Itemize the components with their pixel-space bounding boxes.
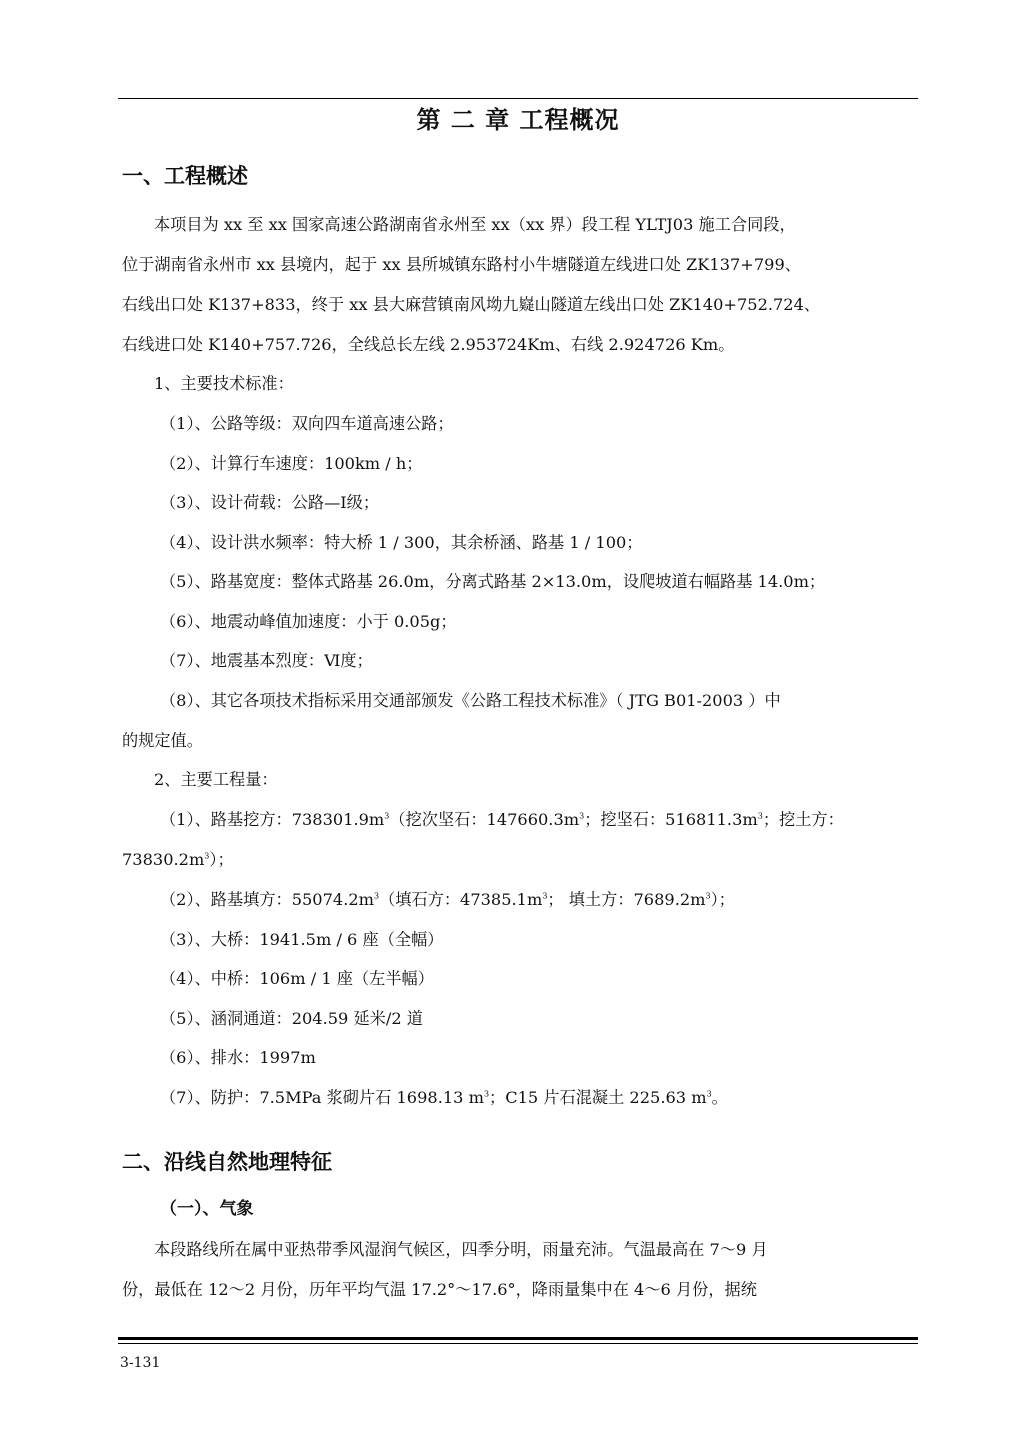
intro-line: 位于湖南省永州市 xx 县境内，起于 xx 县所城镇东路村小牛塘隧道左线进口处 ZK137+799、 [122, 255, 801, 274]
quantity-item-fill: （2）、路基填方：$55074.2m^3$（填石方：$47385.1m^3$； 填土方：$7689.2m^3$）； [160, 890, 735, 909]
standard-item: （1）、公路等级：双向四车道高速公路； [160, 414, 454, 433]
standard-item: （8）、其它各项技术指标采用交通部颁发《公路工程技术标准》（ JTG B01-2003 ）中 [160, 691, 781, 710]
standard-item: （5）、路基宽度：整体式路基 26.0m，分离式路基 2×13.0m，设爬坡道右幅路基 14.0m； [160, 572, 826, 591]
standard-item: （6）、地震动峰值加速度：小于 0.05g； [160, 612, 457, 631]
quantities-title: 2、主要工程量： [154, 770, 278, 789]
quantity-item-excavation: （1）、路基挖方：$738301.9m^3$（挖次坚石：$147660.3m^3$；挖坚石：$516811.3m^3$；挖土方： [160, 810, 844, 829]
climate-line: 份，最低在 12～2 月份，历年平均气温 17.2°～17.6°，降雨量集中在 4～6 月份，据统 [122, 1280, 757, 1299]
standards-title: 1、主要技术标准： [154, 374, 294, 393]
quantity-item-excavation-continuation: $73830.2m^3$）； [122, 850, 234, 869]
standard-item: （7）、地震基本烈度：Ⅵ度； [160, 651, 373, 670]
quantity-item-protection: （7）、防护：7.5MPa 浆砌片石 1698.13 $m^3$；C15 片石混凝土 225.63 $m^3$。 [160, 1088, 728, 1107]
quantity-item-large-bridge: （3）、大桥：1941.5m / 6 座（全幅） [160, 930, 444, 949]
standard-item-continuation: 的规定值。 [122, 731, 203, 750]
intro-line: 右线出口处 K137+833，终于 xx 县大麻营镇南风坳九嶷山隧道左线出口处 ZK140+752.724、 [122, 295, 821, 314]
standard-item: （4）、设计洪水频率：特大桥 1 / 300，其余桥涵、路基 1 / 100； [160, 533, 643, 552]
section-heading-overview: 一、工程概述 [122, 164, 248, 188]
quantity-item-medium-bridge: （4）、中桥：106m / 1 座（左半幅） [160, 969, 434, 988]
standard-item: （3）、设计荷载：公路—Ⅰ级； [160, 493, 380, 512]
header-rule [118, 98, 918, 99]
intro-line: 右线进口处 K140+757.726，全线总长左线 2.953724Km、右线 2.924726 Km。 [122, 335, 735, 354]
footer-rule-thick [118, 1337, 918, 1340]
section-heading-geography: 二、沿线自然地理特征 [122, 1150, 332, 1174]
intro-line: 本项目为 xx 至 xx 国家高速公路湖南省永州至 xx（xx 界）段工程 YLTJ03 施工合同段， [154, 215, 796, 234]
footer-rule-thin [118, 1343, 918, 1344]
page-number: 3-131 [120, 1355, 161, 1371]
quantity-item-culvert: （5）、涵洞通道：204.59 延米/2 道 [160, 1009, 423, 1028]
climate-line: 本段路线所在属中亚热带季风湿润气候区，四季分明，雨量充沛。气温最高在 7～9 月 [154, 1240, 768, 1259]
quantity-item-drainage: （6）、排水：1997m [160, 1048, 316, 1067]
chapter-title: 第 二 章 工程概况 [416, 106, 620, 134]
sub-heading-climate: （一）、气象 [160, 1199, 254, 1219]
standard-item: （2）、计算行车速度：100km / h； [160, 454, 423, 473]
